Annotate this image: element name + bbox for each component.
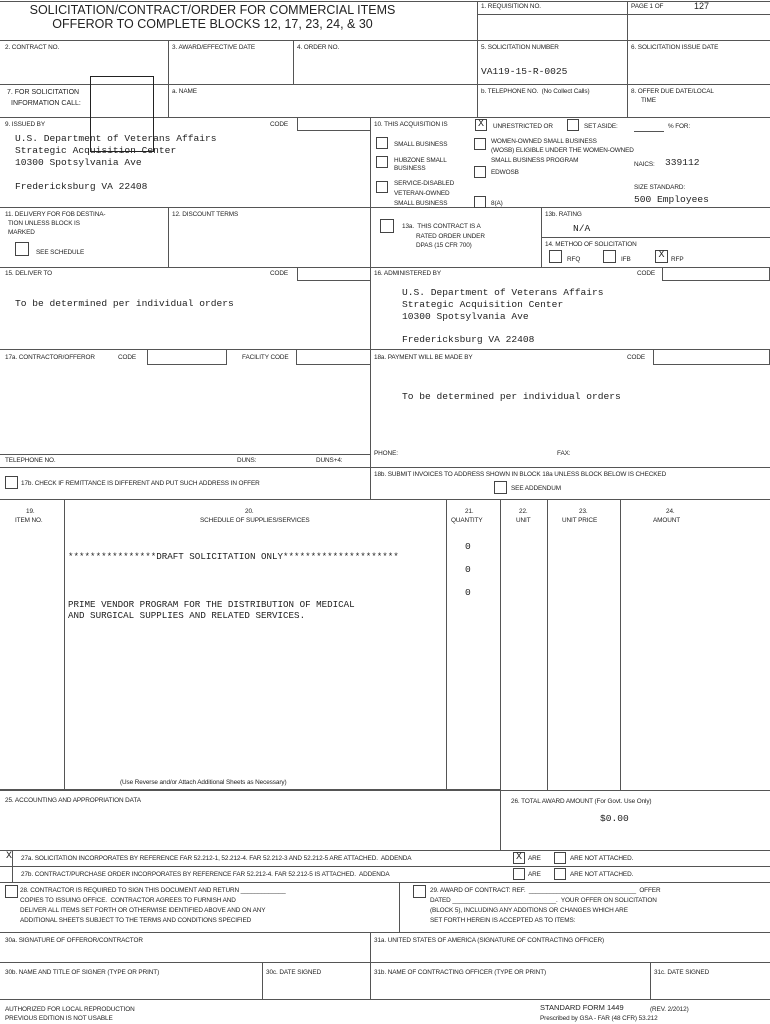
rule	[64, 499, 65, 790]
naics-label: NAICS:	[634, 161, 655, 168]
small-business-checkbox[interactable]	[376, 137, 388, 149]
requisition-no-label: 1. REQUISITION NO.	[481, 3, 541, 10]
addenda-27a-are-label: ARE	[528, 855, 541, 862]
schedule-line-program-1: PRIME VENDOR PROGRAM FOR THE DISTRIBUTION OF MEDICAL	[68, 599, 355, 610]
award-label-2: DATED ______________________________. YOUR OFFER ON SOLICITATION	[430, 897, 657, 904]
administered-by-code-label: CODE	[637, 270, 656, 277]
rule	[0, 932, 770, 933]
award-checkbox[interactable]	[413, 885, 426, 898]
remittance-checkbox[interactable]	[5, 476, 18, 489]
rule	[168, 40, 169, 117]
addenda-27b-are-label: ARE	[528, 871, 541, 878]
deliver-to-label: 15. DELIVER TO	[5, 270, 53, 277]
rfp-checkbox[interactable]: X	[655, 250, 668, 263]
contractor-sign-label-4: ADDITIONAL SHEETS SUBJECT TO THE TERMS AND CONDITIONS SPECIFIED	[20, 917, 252, 924]
name-label: a. NAME	[172, 88, 197, 95]
rule	[0, 267, 770, 268]
contractor-offeror-label: 17a. CONTRACTOR/OFFEROR	[5, 354, 95, 361]
administered-by-line-2: Strategic Acquisition Center	[402, 299, 564, 310]
rule	[262, 962, 263, 999]
award-label-3: (BLOCK 5), INCLUDING ANY ADDITIONS OR CHANGES WHICH ARE	[430, 907, 628, 914]
percent-field[interactable]	[634, 131, 664, 132]
total-award-label: 26. TOTAL AWARD AMOUNT (For Govt. Use Only)	[511, 798, 652, 805]
rule	[0, 789, 500, 790]
rated-order-label-3: DPAS (15 CFR 700)	[416, 242, 472, 249]
rating-label: 13b. RATING	[545, 211, 582, 218]
sdvosb-label-1: SERVICE-DISABLED	[394, 180, 455, 187]
edwosb-label: EDWOSB	[491, 169, 519, 176]
contractor-sign-label-1: 28. CONTRACTOR IS REQUIRED TO SIGN THIS DOCUMENT AND RETURN _____________	[20, 887, 286, 894]
issued-by-label: 9. ISSUED BY	[5, 121, 45, 128]
rule	[168, 207, 169, 267]
col-quantity-label: QUANTITY	[451, 517, 483, 524]
hubzone-label-2: BUSINESS	[394, 165, 426, 172]
rule	[541, 207, 542, 267]
rule	[0, 790, 770, 791]
issued-by-line-2: Strategic Acquisition Center	[15, 145, 177, 156]
phone-label: PHONE:	[374, 450, 398, 457]
wosb-label-1: WOMEN-OWNED SMALL BUSINESS	[491, 138, 597, 145]
sdvosb-label-3: SMALL BUSINESS	[394, 200, 448, 207]
administered-by-line-1: U.S. Department of Veterans Affairs	[402, 287, 604, 298]
remittance-label: 17b. CHECK IF REMITTANCE IS DIFFERENT AND PUT SUCH ADDRESS IN OFFER	[21, 480, 260, 487]
hubzone-checkbox[interactable]	[376, 156, 388, 168]
ifb-label: IFB	[621, 256, 631, 263]
administered-by-line-3: 10300 Spotsylvania Ave	[402, 311, 529, 322]
form-title-line-2: OFFEROR TO COMPLETE BLOCKS 12, 17, 23, 24, & 30	[52, 17, 373, 31]
rfq-label: RFQ	[567, 256, 581, 263]
facility-code-field[interactable]	[296, 349, 371, 365]
information-call-label: INFORMATION CALL:	[11, 100, 81, 107]
see-addendum-label: SEE ADDENDUM	[511, 485, 561, 492]
addenda-27b-are-checkbox[interactable]	[513, 868, 525, 880]
naics-value: 339112	[665, 157, 700, 168]
contracting-officer-name-label: 31b. NAME OF CONTRACTING OFFICER (TYPE OR PRINT)	[374, 969, 547, 976]
rule	[0, 40, 770, 41]
addenda-27b-not-label: ARE NOT ATTACHED.	[570, 871, 634, 878]
col-schedule-number: 20.	[245, 508, 254, 515]
rule	[500, 499, 501, 850]
size-standard-label: SIZE STANDARD:	[634, 184, 686, 191]
payment-code-field[interactable]	[653, 349, 770, 365]
delivery-fob-label-1: 11. DELIVERY FOR FOB DESTINA-	[5, 211, 106, 218]
small-business-label: SMALL BUSINESS	[394, 141, 448, 148]
standard-form-revision: (REV. 2/2012)	[650, 1006, 689, 1013]
submit-invoices-label: 18b. SUBMIT INVOICES TO ADDRESS SHOWN IN BLOCK 18a UNLESS BLOCK BELOW IS CHECKED	[374, 471, 667, 478]
rated-order-label-2: RATED ORDER UNDER	[416, 233, 485, 240]
deliver-to-code-field[interactable]	[297, 267, 371, 281]
deliver-to-code-label: CODE	[270, 270, 289, 277]
payment-made-by-value: To be determined per individual orders	[402, 391, 621, 402]
rule	[0, 850, 770, 851]
quantity-value: 0	[465, 564, 471, 575]
addenda-27a-not-checkbox[interactable]	[554, 852, 566, 864]
form-title-line-1: SOLICITATION/CONTRACT/ORDER FOR COMMERCIAL ITEMS	[29, 3, 396, 17]
rule	[477, 14, 770, 15]
rule	[399, 882, 400, 932]
contractor-code-field[interactable]	[147, 349, 227, 365]
contractor-sign-checkbox[interactable]	[5, 885, 18, 898]
delivery-fob-label-3: MARKED	[8, 229, 35, 236]
telephone-label: b. TELEPHONE NO. (No Collect Calls)	[481, 88, 590, 95]
col-quantity-number: 21.	[465, 508, 474, 515]
facility-code-label: FACILITY CODE	[242, 354, 289, 361]
sdvosb-label-2: VETERAN-OWNED	[394, 190, 450, 197]
rule	[650, 962, 651, 999]
offer-due-date-label: 8. OFFER DUE DATE/LOCAL	[631, 88, 714, 95]
see-schedule-checkbox[interactable]	[15, 242, 29, 256]
sdvosb-checkbox[interactable]	[376, 181, 388, 193]
telephone-no-label: TELEPHONE NO.	[5, 457, 56, 464]
addenda-27a-are-checkbox[interactable]: X	[513, 852, 525, 864]
acquisition-label: 10. THIS ACQUISITION IS	[374, 121, 448, 128]
ifb-checkbox[interactable]	[603, 250, 616, 263]
see-addendum-checkbox[interactable]	[494, 481, 507, 494]
offer-due-time-label: TIME	[641, 97, 656, 104]
addenda-27a-not-label: ARE NOT ATTACHED.	[570, 855, 634, 862]
issued-by-code-label: CODE	[270, 121, 289, 128]
unrestricted-checkbox[interactable]: X	[475, 119, 487, 131]
col-schedule-label: SCHEDULE OF SUPPLIES/SERVICES	[200, 517, 310, 524]
deliver-to-value: To be determined per individual orders	[15, 298, 234, 309]
schedule-line-draft: ****************DRAFT SOLICITATION ONLY*********************	[68, 551, 399, 562]
rule	[541, 237, 770, 238]
wosb-checkbox[interactable]	[474, 138, 486, 150]
method-of-solicitation-label: 14. METHOD OF SOLICITATION	[545, 241, 637, 248]
fax-label: FAX:	[557, 450, 571, 457]
duns4-label: DUNS+4:	[316, 457, 343, 464]
rule	[370, 117, 371, 499]
officer-date-signed-label: 31c. DATE SIGNED	[654, 969, 710, 976]
page-label: PAGE 1 OF	[631, 3, 664, 10]
addenda-27b-not-checkbox[interactable]	[554, 868, 566, 880]
accounting-data-label: 25. ACCOUNTING AND APPROPRIATION DATA	[5, 797, 141, 804]
rule	[293, 40, 294, 84]
size-standard-value: 500 Employees	[634, 194, 709, 205]
duns-label: DUNS:	[237, 457, 257, 464]
rfq-checkbox[interactable]	[549, 250, 562, 263]
order-no-label: 4. ORDER NO.	[297, 44, 340, 51]
contract-no-label: 2. CONTRACT NO.	[5, 44, 60, 51]
contract-far-label: 27b. CONTRACT/PURCHASE ORDER INCORPORATES BY REFERENCE FAR 52.212-4. FAR 52.212-5 IS ATTACHED. ADDENDA	[21, 871, 390, 878]
award-label-1: 29. AWARD OF CONTRACT: REF. _______________________________ OFFER	[430, 887, 661, 894]
contractor-code-label: CODE	[118, 354, 137, 361]
standard-form-name: STANDARD FORM 1449	[540, 1003, 624, 1012]
offeror-date-signed-label: 30c. DATE SIGNED	[266, 969, 322, 976]
solicitation-issue-date-label: 6. SOLICITATION ISSUE DATE	[631, 44, 719, 51]
rule	[0, 1, 770, 2]
eight-a-label: 8(A)	[491, 200, 503, 207]
col-amount-number: 24.	[666, 508, 675, 515]
col-amount-label: AMOUNT	[653, 517, 681, 524]
award-label-4: SET FORTH HEREIN IS ACCEPTED AS TO ITEMS:	[430, 917, 576, 924]
footer-authorized: AUTHORIZED FOR LOCAL REPRODUCTION	[5, 1006, 135, 1013]
contracting-officer-signature-label: 31a. UNITED STATES OF AMERICA (SIGNATURE OF CONTRACTING OFFICER)	[374, 937, 605, 944]
rating-value: N/A	[573, 223, 591, 234]
total-award-value: $0.00	[600, 813, 629, 824]
col-unit-price-number: 23.	[579, 508, 588, 515]
col-unit-price-label: UNIT PRICE	[562, 517, 598, 524]
discount-terms-label: 12. DISCOUNT TERMS	[172, 211, 239, 218]
rule	[0, 467, 770, 468]
rule	[370, 932, 371, 999]
rated-order-label-1: 13a. THIS CONTRACT IS A	[402, 223, 481, 230]
schedule-line-program-2: AND SURGICAL SUPPLIES AND RELATED SERVICES.	[68, 610, 306, 621]
col-unit-label: UNIT	[516, 517, 531, 524]
delivery-fob-label-2: TION UNLESS BLOCK IS	[8, 220, 80, 227]
rule	[0, 207, 770, 208]
rfp-label: RFP	[671, 256, 684, 263]
issued-by-line-3: 10300 Spotsylvania Ave	[15, 157, 142, 168]
wosb-label-3: SMALL BUSINESS PROGRAM	[491, 157, 579, 164]
award-date-label: 3. AWARD/EFFECTIVE DATE	[172, 44, 256, 51]
rule	[0, 454, 370, 455]
eight-a-checkbox[interactable]	[474, 196, 486, 208]
offeror-signature-label: 30a. SIGNATURE OF OFFEROR/CONTRACTOR	[5, 937, 143, 944]
col-item-no-number: 19.	[26, 508, 35, 515]
page-total: 127	[694, 1, 710, 11]
edwosb-checkbox[interactable]	[474, 166, 486, 178]
unrestricted-label: UNRESTRICTED OR	[493, 123, 553, 130]
rule	[620, 499, 621, 790]
hubzone-label-1: HUBZONE SMALL	[394, 157, 447, 164]
contractor-sign-label-2: COPIES TO ISSUING OFFICE. CONTRACTOR AGREES TO FURNISH AND	[20, 897, 236, 904]
payment-made-by-label: 18a. PAYMENT WILL BE MADE BY	[374, 354, 473, 361]
set-aside-label: SET ASIDE:	[584, 123, 618, 130]
issued-by-line-5: Fredericksburg VA 22408	[15, 181, 148, 192]
administered-by-code-field[interactable]	[662, 267, 770, 281]
payment-code-label: CODE	[627, 354, 646, 361]
footer-previous-edition: PREVIOUS EDITION IS NOT USABLE	[5, 1015, 113, 1022]
set-aside-checkbox[interactable]	[567, 119, 579, 131]
reverse-note: (Use Reverse and/or Attach Additional Sheets as Necessary)	[120, 779, 287, 786]
rule	[0, 962, 770, 963]
administered-by-label: 16. ADMINISTERED BY	[374, 270, 441, 277]
rule	[0, 866, 770, 867]
rule	[627, 1, 628, 117]
issued-by-code-field[interactable]	[297, 117, 371, 131]
administered-by-line-5: Fredericksburg VA 22408	[402, 334, 535, 345]
col-unit-number: 22.	[519, 508, 528, 515]
issued-by-line-1: U.S. Department of Veterans Affairs	[15, 133, 217, 144]
quantity-value: 0	[465, 541, 471, 552]
signer-name-label: 30b. NAME AND TITLE OF SIGNER (TYPE OR PRINT)	[5, 969, 160, 976]
solicitation-number-label: 5. SOLICITATION NUMBER	[481, 44, 559, 51]
quantity-value: 0	[465, 587, 471, 598]
rule	[446, 499, 447, 790]
solicitation-far-label: 27a. SOLICITATION INCORPORATES BY REFERENCE FAR 52.212-1, 52.212-4. FAR 52.212-3 AND 52.212-5 ARE ATTACHED. ADDENDA	[21, 855, 412, 862]
col-item-no-label: ITEM NO.	[15, 517, 43, 524]
solicitation-far-checkbox[interactable]: X	[5, 851, 12, 862]
for-solicitation-label: 7. FOR SOLICITATION	[7, 89, 80, 96]
see-schedule-label: SEE SCHEDULE	[36, 249, 85, 256]
rule	[0, 999, 770, 1000]
rule	[547, 499, 548, 790]
wosb-label-2: (WOSB) ELIGIBLE UNDER THE WOMEN-OWNED	[491, 147, 634, 154]
rule	[0, 882, 770, 883]
solicitation-number-value: VA119-15-R-0025	[481, 66, 568, 77]
contractor-sign-label-3: DELIVER ALL ITEMS SET FORTH OR OTHERWISE IDENTIFIED ABOVE AND ON ANY	[20, 907, 266, 914]
rated-order-checkbox[interactable]	[380, 219, 394, 233]
percent-for-label: % FOR:	[668, 123, 691, 130]
standard-form-prescribed: Prescribed by GSA - FAR (48 CFR) 53.212	[540, 1015, 658, 1022]
rule	[0, 499, 770, 500]
rule	[477, 1, 478, 117]
